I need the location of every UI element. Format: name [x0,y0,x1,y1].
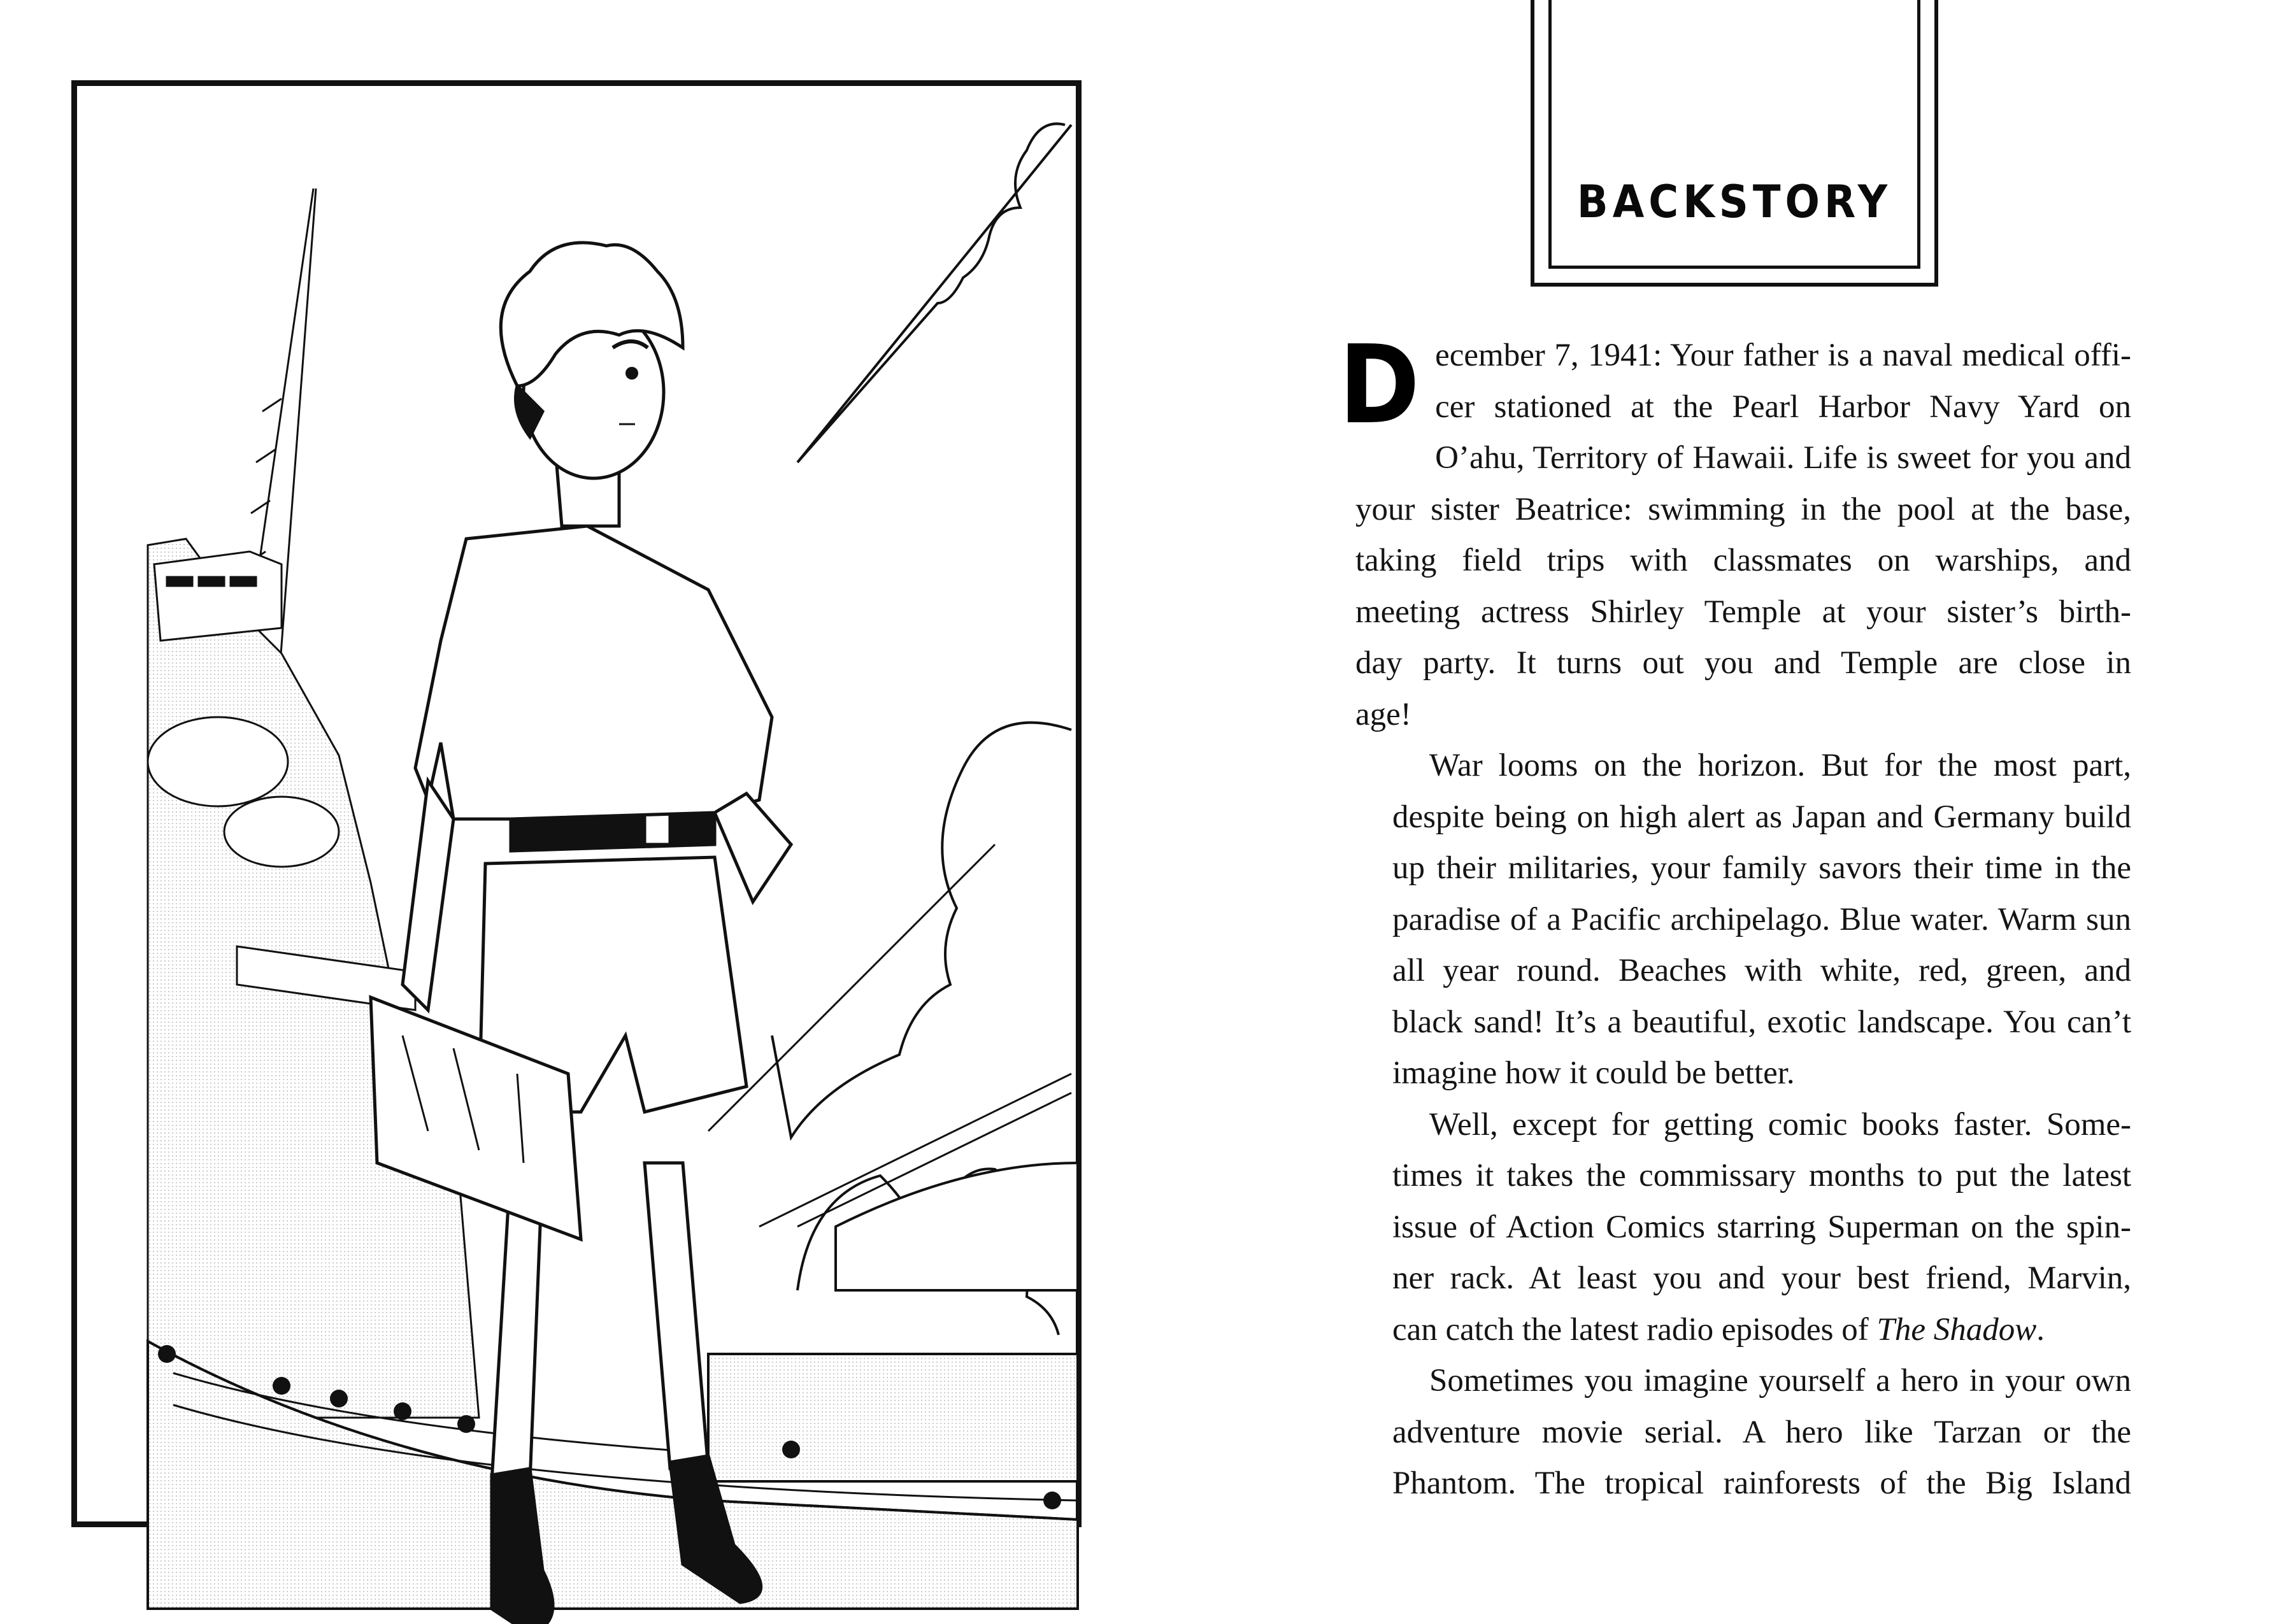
text-line: Well, except for getting comic books faster. Some- [1429,1106,2131,1143]
text-line: Phantom. The tropical rainforests of the Big Island [1392,1465,2131,1501]
text-line: War looms on the horizon. But for the most part, [1429,748,2131,783]
text-line: despite being on high alert as Japan and Germany build [1392,799,2131,835]
text-line: black sand! It’s a beautiful, exotic landscape. You can’t [1392,1004,2131,1040]
section-title: BACKSTORY [1576,176,1892,229]
text-line: times it takes the commissary months to put the latest [1392,1158,2131,1193]
paragraph-1 [1339,322,2131,740]
drop-cap: D [1339,322,1420,448]
text-line: ecember 7, 1941: Your father is a naval medical offi- [1435,338,2131,373]
text-line: paradise of a Pacific archipelago. Blue water. Warm sun [1392,901,2131,937]
paragraph-4 [1355,1355,2131,1509]
text-line: ner rack. At least you and your best friend, Marvin, [1392,1260,2131,1296]
cloud-top [797,124,1071,462]
text-fragment: can catch the latest radio episodes of [1392,1311,1877,1348]
text-line: taking field trips with classmates on warships, and [1355,543,2131,578]
section-title-box [1531,0,1938,287]
italic-title: The Shadow [1876,1311,2037,1348]
text-line: your sister Beatrice: swimming in the pool at the base, [1355,491,2131,527]
text-line: day party. It turns out you and Temple are close in [1355,645,2131,681]
paragraph-3 [1355,1099,2131,1356]
text-line: Sometimes you imagine yourself a hero in your own [1429,1363,2131,1399]
text-line: age! [1355,696,1411,732]
text-line [1355,1304,2131,1356]
text-line: imagine how it could be better. [1392,1055,1795,1091]
text-line: O’ahu, Territory of Hawaii. Life is sweet for you and [1435,440,2131,476]
illustration-art [71,80,1154,1621]
section-title-box-inner [1548,0,1920,269]
text-line: up their militaries, your family savors their time in the [1392,850,2131,886]
text-line: meeting actress Shirley Temple at your sister’s birth- [1355,594,2131,630]
text-line: cer stationed at the Pearl Harbor Navy Yard on [1435,388,2131,425]
text-line: issue of Action Comics starring Superman on the spin- [1392,1209,2131,1245]
illustration-panel [71,80,1082,1527]
paragraph-2 [1355,740,2131,1099]
text-line: all year round. Beaches with white, red, green, and [1392,953,2131,988]
text-line: adventure movie serial. A hero like Tarzan or the [1392,1414,2131,1450]
body-text [1339,322,2131,1509]
text-fragment: . [2036,1311,2045,1348]
